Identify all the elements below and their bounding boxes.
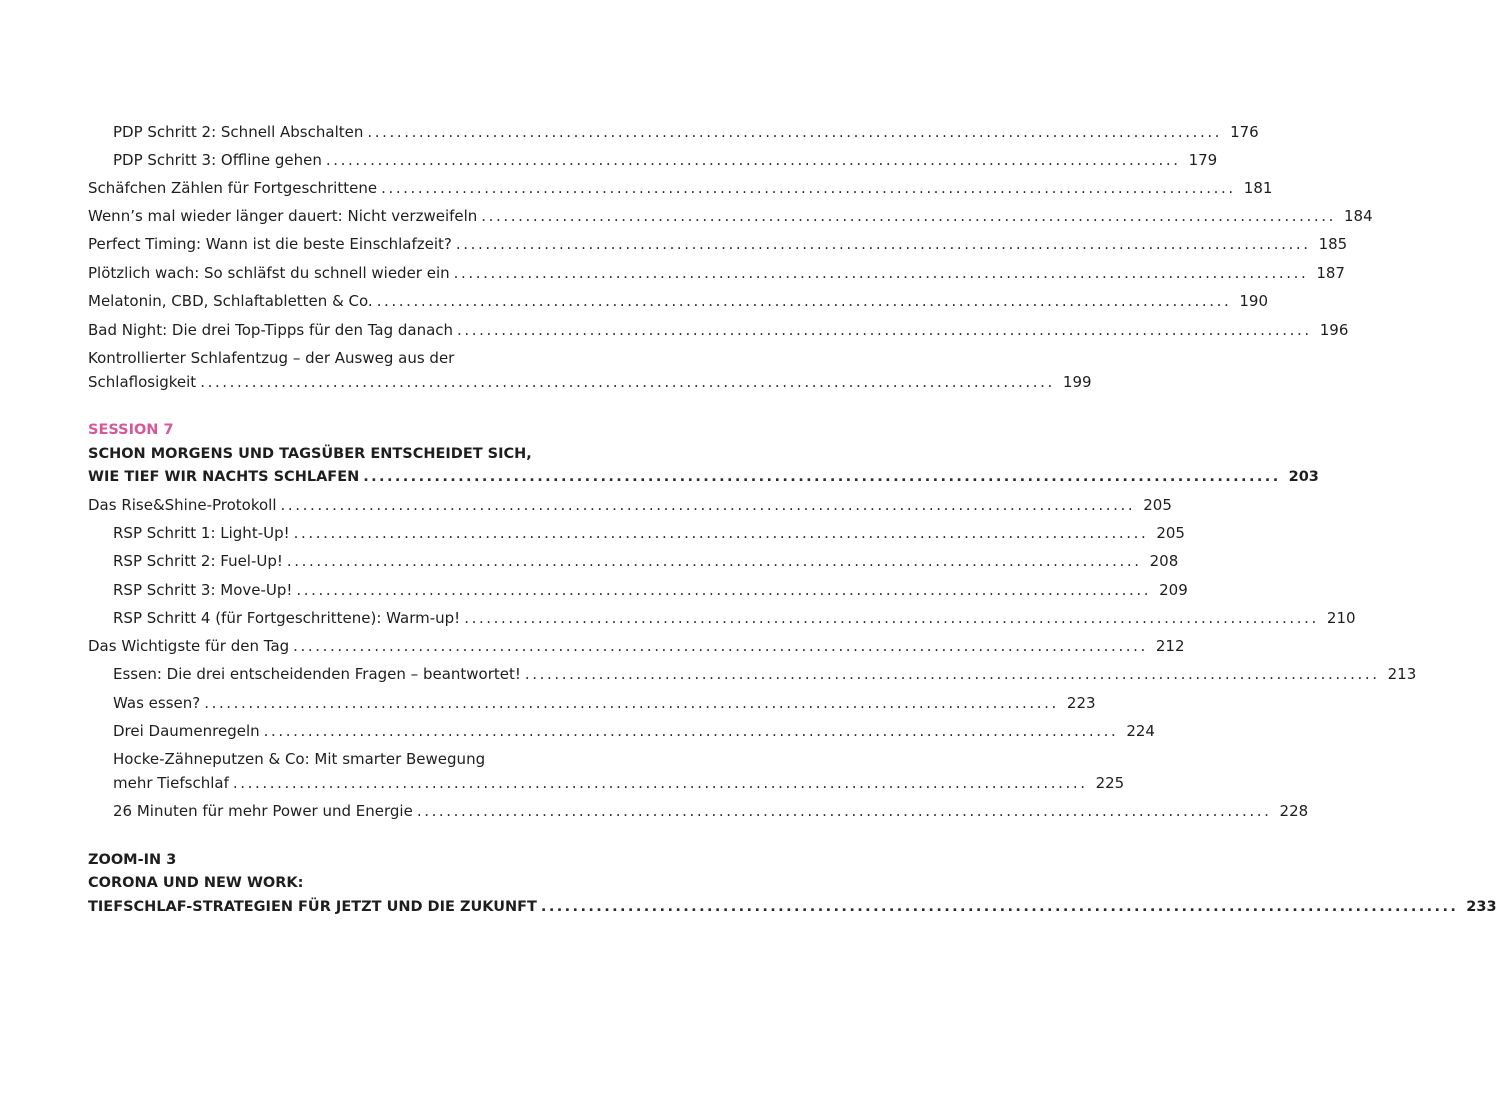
dot-leader: ....................................................................................................................: [457, 321, 1312, 339]
toc-entry: [113, 691, 1096, 715]
dot-leader: ....................................................................................................................: [280, 496, 1136, 514]
dot-leader: ....................................................................................................................: [524, 665, 1380, 683]
page-number: 181: [1243, 179, 1273, 197]
page-number: 208: [1149, 552, 1179, 570]
dot-leader: ....................................................................................................................: [363, 469, 1281, 485]
entry-title: Perfect Timing: Wann ist die beste Einschlafzeit?: [88, 235, 452, 253]
toc-entry: [88, 493, 1172, 517]
dot-leader: ....................................................................................................................: [232, 774, 1088, 792]
page-number: 228: [1279, 802, 1309, 820]
toc-entry: [113, 799, 1309, 823]
session-title-line1: SCHON MORGENS UND TAGSÜBER ENTSCHEIDET SICH,: [88, 446, 532, 462]
entry-title: Essen: Die drei entscheidenden Fragen – beantwortet!: [113, 665, 521, 683]
toc-entry: [88, 232, 1348, 256]
entry-title: Wenn’s mal wieder länger dauert: Nicht verzweifeln: [88, 207, 478, 225]
page-number: 210: [1326, 609, 1356, 627]
entry-title: Schäfchen Zählen für Fortgeschrittene: [88, 179, 378, 197]
session-title-entry: [88, 465, 1319, 489]
page-number: 185: [1318, 235, 1348, 253]
dot-leader: ....................................................................................................................: [263, 722, 1119, 740]
toc-entry: [113, 578, 1188, 602]
page-number: 224: [1126, 722, 1155, 740]
entry-title: RSP Schritt 2: Fuel-Up!: [113, 552, 283, 570]
session-title-line2: WIE TIEF WIR NACHTS SCHLAFEN: [88, 469, 360, 485]
entry-title: 26 Minuten für mehr Power und Energie: [113, 802, 413, 820]
dot-leader: ....................................................................................................................: [376, 292, 1232, 310]
page-number: 212: [1155, 637, 1185, 655]
entry-title-line1: Kontrollierter Schlafentzug – der Ausweg aus der: [88, 349, 455, 367]
dot-leader: ....................................................................................................................: [455, 235, 1311, 253]
dot-leader: ....................................................................................................................: [325, 151, 1181, 169]
page-number: 199: [1062, 373, 1092, 391]
dot-leader: ....................................................................................................................: [464, 609, 1319, 627]
toc-entry: [113, 606, 1356, 630]
dot-leader: ....................................................................................................................: [293, 524, 1149, 542]
toc-entry: [88, 346, 1092, 394]
toc-entry: [88, 318, 1349, 342]
dot-leader: ....................................................................................................................: [416, 802, 1272, 820]
entry-title: Drei Daumenregeln: [113, 722, 260, 740]
session-label: SESSION 7: [88, 422, 174, 438]
toc-entry: [88, 261, 1345, 285]
dot-leader: ....................................................................................................................: [481, 207, 1336, 225]
dot-leader: ....................................................................................................................: [204, 694, 1059, 712]
dot-leader: ....................................................................................................................: [286, 552, 1142, 570]
entry-title: Das Rise&Shine-Protokoll: [88, 496, 277, 514]
page-number: 223: [1066, 694, 1096, 712]
entry-title: PDP Schritt 2: Schnell Abschalten: [113, 123, 364, 141]
toc-entry: [113, 120, 1259, 144]
page-number: 176: [1230, 123, 1259, 141]
page-number: 209: [1159, 581, 1188, 599]
toc-entry: [113, 148, 1218, 172]
entry-title-line2: Schlaflosigkeit: [88, 373, 197, 391]
entry-title: RSP Schritt 3: Move-Up!: [113, 581, 293, 599]
page-number: 196: [1319, 321, 1349, 339]
dot-leader: ....................................................................................................................: [293, 637, 1148, 655]
page-number: 203: [1288, 469, 1319, 485]
page-number: 205: [1156, 524, 1185, 542]
toc-entry: [113, 549, 1179, 573]
page-number: 213: [1387, 665, 1417, 683]
page-number: 205: [1143, 496, 1172, 514]
zoom-title-line2: TIEFSCHLAF-STRATEGIEN FÜR JETZT UND DIE ZUKUNFT: [88, 899, 537, 915]
entry-title: Bad Night: Die drei Top-Tipps für den Tag danach: [88, 321, 454, 339]
page-number: 184: [1344, 207, 1373, 225]
zoom-title-line1: CORONA UND NEW WORK:: [88, 875, 304, 891]
toc-entry: [88, 204, 1373, 228]
entry-title: Plötzlich wach: So schläfst du schnell wieder ein: [88, 264, 450, 282]
entry-title-line1: Hocke-Zähneputzen & Co: Mit smarter Bewegung: [113, 750, 486, 768]
toc-entry: [88, 176, 1273, 200]
dot-leader: ....................................................................................................................: [296, 581, 1152, 599]
toc-entry: [113, 719, 1155, 743]
toc-entry: [113, 662, 1417, 686]
dot-leader: ....................................................................................................................: [453, 264, 1309, 282]
entry-title: RSP Schritt 1: Light-Up!: [113, 524, 290, 542]
dot-leader: ....................................................................................................................: [200, 373, 1055, 391]
entry-title: RSP Schritt 4 (für Fortgeschrittene): Warm-up!: [113, 609, 461, 627]
page-number: 190: [1239, 292, 1269, 310]
dot-leader: ....................................................................................................................: [540, 899, 1459, 915]
toc-entry: [113, 521, 1185, 545]
zoom-label: ZOOM-IN 3: [88, 852, 177, 868]
dot-leader: ....................................................................................................................: [381, 179, 1236, 197]
zoom-title-entry: [88, 895, 1497, 919]
dot-leader: ....................................................................................................................: [367, 123, 1223, 141]
entry-title: Was essen?: [113, 694, 201, 712]
entry-title: Das Wichtigste für den Tag: [88, 637, 290, 655]
page-number: 187: [1316, 264, 1345, 282]
entry-title: PDP Schritt 3: Offline gehen: [113, 151, 322, 169]
page-number: 233: [1466, 899, 1497, 915]
toc-entry: [88, 289, 1269, 313]
toc-entry: [88, 634, 1185, 658]
entry-title: Melatonin, CBD, Schlaftabletten & Co.: [88, 292, 373, 310]
toc-entry: [113, 747, 1125, 795]
page-number: 179: [1188, 151, 1218, 169]
page-number: 225: [1095, 774, 1125, 792]
entry-title-line2: mehr Tiefschlaf: [113, 774, 229, 792]
